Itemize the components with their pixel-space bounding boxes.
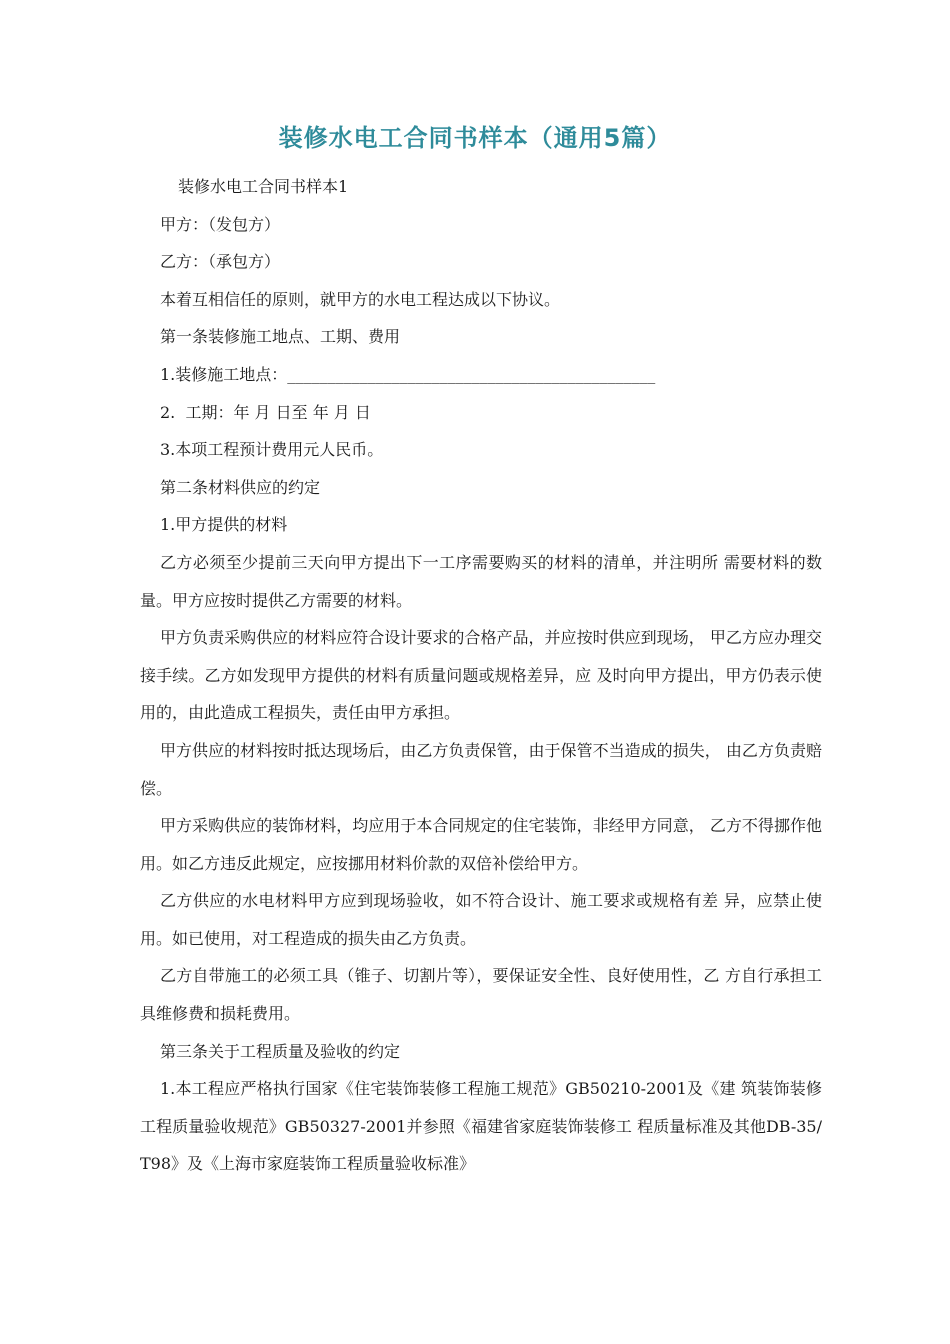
- document-title: 装修水电工合同书样本（通用5篇）: [278, 124, 672, 152]
- paragraph: 乙方供应的水电材料甲方应到现场验收，如不符合设计、施工要求或规格有差 异，应禁止使用。如已使用，对工程造成的损失由乙方负责。: [140, 891, 822, 948]
- article-heading: 第三条关于工程质量及验收的约定: [160, 1041, 401, 1061]
- clause-item: 1.装修施工地点：______________________________________________: [160, 364, 656, 384]
- clause-item: 3.本项工程预计费用元人民币。: [160, 440, 384, 460]
- paragraph: 本着互相信任的原则，就甲方的水电工程达成以下协议。: [160, 289, 561, 309]
- paragraph: 甲方负责采购供应的材料应符合设计要求的合格产品，并应按时供应到现场， 甲乙方应办理交接手续。乙方如发现甲方提供的材料有质量问题或规格差异，应 及时向甲方提出，甲方仍表示使用的，由此造成工程损失，责任由甲方承担。: [140, 628, 822, 723]
- section-heading: 装修水电工合同书样本1: [178, 177, 349, 196]
- clause-item: 1.本工程应严格执行国家《住宅装饰装修工程施工规范》GB50210-2001及《建 筑装饰装修工程质量验收规范》GB50327-2001并参照《福建省家庭装饰装修工 程质量标准及其他DB-35/T98》及《上海市家庭装饰工程质量验收标准》: [140, 1079, 822, 1174]
- document-body: [140, 168, 822, 1183]
- party-a-line: 甲方：（发包方）: [160, 214, 281, 234]
- article-heading: 第二条材料供应的约定: [160, 477, 321, 497]
- paragraph: 乙方自带施工的必须工具（锥子、切割片等），要保证安全性、良好使用性，乙 方自行承担工具维修费和损耗费用。: [140, 966, 822, 1024]
- party-b-line: 乙方：（承包方）: [160, 252, 281, 272]
- article-heading: 第一条装修施工地点、工期、费用: [160, 327, 401, 347]
- clause-item: 1.甲方提供的材料: [160, 515, 288, 535]
- paragraph: 甲方采购供应的装饰材料，均应用于本合同规定的住宅装饰，非经甲方同意， 乙方不得挪作他用。如乙方违反此规定，应按挪用材料价款的双倍补偿给甲方。: [140, 816, 822, 873]
- paragraph: 甲方供应的材料按时抵达现场后，由乙方负责保管，由于保管不当造成的损失， 由乙方负责赔偿。: [140, 740, 822, 798]
- paragraph: 乙方必须至少提前三天向甲方提出下一工序需要购买的材料的清单，并注明所 需要材料的数量。甲方应按时提供乙方需要的材料。: [140, 552, 822, 610]
- clause-item: 2. 工期：年 月 日至 年 月 日: [160, 402, 371, 422]
